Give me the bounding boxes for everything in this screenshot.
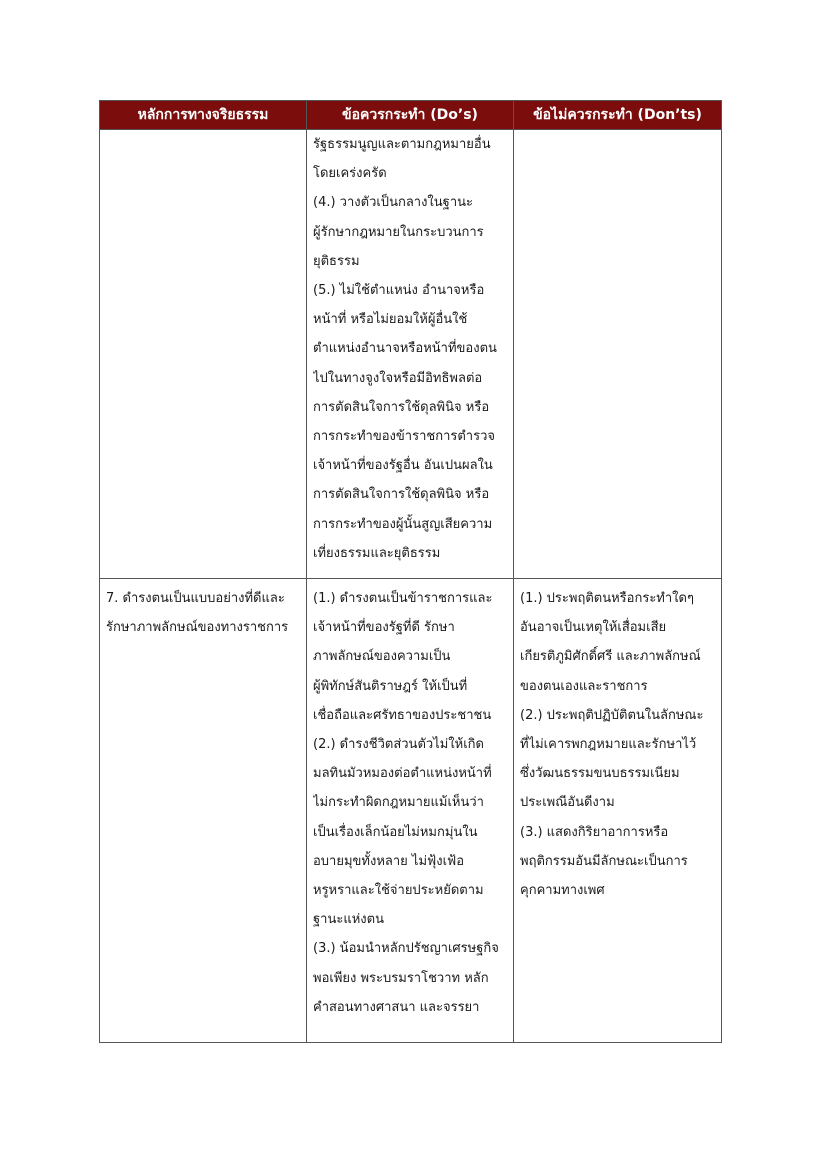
principle-cell (100, 579, 307, 1043)
donts-line: ของตนเองและราชการ (520, 678, 648, 694)
dos-line: (5.) ไม่ใช้ตำแหน่ง อำนาจหรือ (313, 283, 485, 299)
header-principle: หลักการทางจริยธรรม (100, 101, 307, 130)
dos-line: เป็นเรื่องเล็กน้อยไม่หมกมุ่นใน (313, 824, 478, 840)
donts-line: (3.) แสดงกิริยาอาการหรือ (520, 824, 669, 840)
donts-line: เกียรติภูมิศักดิ์ศรี และภาพลักษณ์ (520, 649, 701, 665)
donts-line: คุกคามทางเพศ (520, 883, 605, 899)
dos-line: เจ้าหน้าที่ของรัฐอื่น อันเปนผลใน (313, 458, 493, 474)
dos-line: มลทินมัวหมองต่อตำแหน่งหน้าที่ (313, 766, 492, 782)
dos-line: การตัดสินใจการใช้ดุลพินิจ หรือ (313, 487, 490, 503)
dos-line: ยุติธรรม (313, 253, 360, 269)
dos-line: ไม่กระทำผิดกฎหมายแม้เห็นว่า (313, 795, 484, 811)
table-row (100, 579, 722, 1043)
donts-cell (514, 579, 722, 1043)
principle-line: 7. ดำรงตนเป็นแบบอย่างที่ดีและ (106, 591, 285, 606)
dos-line: (1.) ดำรงตนเป็นข้าราชการและ (313, 591, 493, 606)
dos-line: (2.) ดำรงชีวิตส่วนตัวไม่ให้เกิด (313, 737, 484, 753)
donts-line: ซึ่งวัฒนธรรมขนบธรรมเนียม (520, 766, 680, 782)
dos-line: เที่ยงธรรมและยุติธรรม (313, 545, 441, 561)
dos-line: การกระทำของข้าราชการตำรวจ (313, 429, 495, 445)
dos-cell (307, 130, 514, 579)
dos-line: คำสอนทางศาสนา และจรรยา (313, 999, 480, 1015)
dos-line: การกระทำของผู้นั้นสูญเสียความ (313, 516, 493, 532)
donts-cell (514, 130, 722, 579)
dos-line: ไปในทางจูงใจหรือมีอิทธิพลต่อ (313, 370, 483, 386)
donts-line: ประเพณีอันดีงาม (520, 795, 615, 811)
dos-line: (3.) น้อมนำหลักปรัชญาเศรษฐกิจ (313, 941, 499, 957)
dos-line: หรูหราและใช้จ่ายประหยัดตาม (313, 883, 484, 899)
dos-line: (4.) วางตัวเป็นกลางในฐานะ (313, 195, 474, 211)
header-donts: ข้อไม่ควรกระทำ (Don’ts) (514, 101, 722, 130)
dos-line: ตำแหน่งอำนาจหรือหน้าที่ของตน (313, 341, 497, 357)
donts-line: (1.) ประพฤติตนหรือกระทำใดๆ (520, 591, 694, 606)
donts-line: พฤติกรรมอันมีลักษณะเป็นการ (520, 853, 688, 869)
dos-line: โดยเคร่งครัด (313, 166, 387, 182)
donts-line: (2.) ประพฤติปฏิบัติตนในลักษณะ (520, 707, 704, 723)
dos-line: อบายมุขทั้งหลาย ไม่ฟุ้งเฟ้อ (313, 853, 465, 869)
ethics-table (99, 100, 722, 1043)
dos-line: การตัดสินใจการใช้ดุลพินิจ หรือ (313, 399, 490, 415)
dos-line: เจ้าหน้าที่ของรัฐที่ดี รักษา (313, 620, 455, 636)
donts-line: ที่ไม่เคารพกฎหมายและรักษาไว้ (520, 737, 697, 753)
dos-line: ภาพลักษณ์ของความเป็น (313, 649, 451, 665)
header-dos: ข้อควรกระทำ (Do’s) (307, 101, 514, 130)
principle-line: รักษาภาพลักษณ์ของทางราชการ (106, 620, 289, 636)
dos-line: เชื่อถือและศรัทธาของประชาชน (313, 707, 492, 723)
dos-line: ผู้พิทักษ์สันติราษฎร์ ให้เป็นที่ (313, 678, 468, 694)
donts-line: อันอาจเป็นเหตุให้เสื่อมเสีย (520, 620, 667, 636)
dos-line: หน้าที่ หรือไม่ยอมให้ผู้อื่นใช้ (313, 312, 468, 328)
dos-line: ฐานะแห่งตน (313, 912, 384, 928)
principle-cell (100, 130, 307, 579)
dos-line: รัฐธรรมนูญและตามกฎหมายอื่น (313, 137, 491, 152)
table-row (100, 130, 722, 579)
dos-line: ผู้รักษากฎหมายในกระบวนการ (313, 224, 484, 240)
dos-cell (307, 579, 514, 1043)
table-header-row (100, 101, 722, 130)
dos-line: พอเพียง พระบรมราโชวาท หลัก (313, 970, 489, 986)
